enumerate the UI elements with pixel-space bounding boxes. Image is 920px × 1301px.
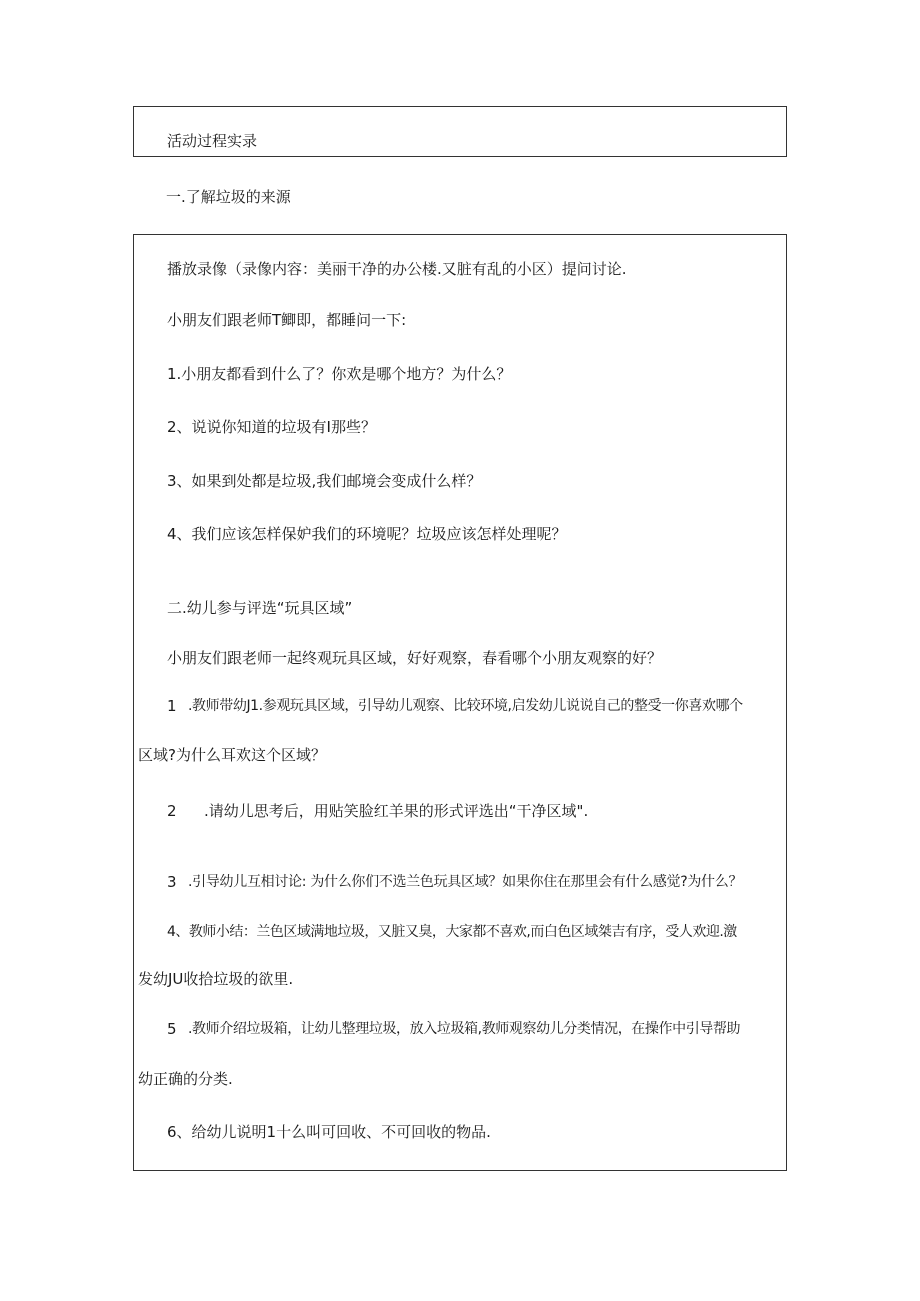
question-1: 1.小朋友都看到什么了？你欢是哪个地方？为什么？ <box>167 365 512 383</box>
step-5-number: 5 <box>167 1020 177 1038</box>
section2-intro: 小朋友们跟老师一起终观玩具区域，好好观察，春看哪个小朋友观察的好？ <box>167 649 663 667</box>
step-6-text: 6、给幼儿说明1十么叫可回收、不可回收的物品. <box>167 1123 491 1141</box>
step-3-text: .引导幼儿互相讨论: 为什么你们不选兰色玩具区域？如果你住在那里会有什么感觉?为什么？ <box>188 874 743 890</box>
main-content-box <box>133 234 787 1171</box>
step-2-text: .请幼儿思考后，用贴笑脸红羊果的形式评选出“干净区域". <box>204 802 589 820</box>
step-4-text: 4、教师小结：兰色区域满地垃圾，又脏又臭，大家都不喜欢,而白色区域桀吉有序，受人欢迎.激 <box>167 924 737 940</box>
step-1-text: .教师带幼J1.参观玩具区域，引导幼儿观察、比较环境,启发幼儿说说自己的整受一你喜欢哪个 <box>188 698 743 714</box>
lead-text: 小朋友们跟老师T鲫即，都睡问一下: <box>167 311 407 329</box>
step-4-continuation: 发幼JU收拾垃圾的欲里. <box>138 970 294 988</box>
step-2-number: 2 <box>167 802 177 820</box>
step-5-text: .教师介绍垃圾箱，让幼儿整理垃圾，放入垃圾箱,教师观察幼儿分类情况，在操作中引导帮助 <box>188 1021 741 1037</box>
section2-heading: 二.幼儿参与评选“玩具区域” <box>167 599 353 617</box>
step-3-number: 3 <box>167 873 177 891</box>
question-3: 3、如果到处都是垃圾,我们邮境会变成什么样？ <box>167 472 482 490</box>
header-box <box>133 106 787 157</box>
question-2: 2、说说你知道的垃圾有I那些？ <box>167 418 376 436</box>
header-title: 活动过程实录 <box>167 132 258 150</box>
section1-heading: 一.了解垃圾的来源 <box>166 188 291 206</box>
step-1-continuation: 区域?为什么耳欢这个区域？ <box>138 746 326 764</box>
step-1-number: 1 <box>167 697 177 715</box>
step-5-continuation: 幼正确的分类. <box>138 1070 233 1088</box>
intro-text: 播放录像（录像内容：美丽干净的办公楼.又脏有乱的小区）提问讨论. <box>167 260 627 278</box>
question-4: 4、我们应该怎样保妒我们的环境呢？垃圾应该怎样处理呢？ <box>167 525 567 543</box>
